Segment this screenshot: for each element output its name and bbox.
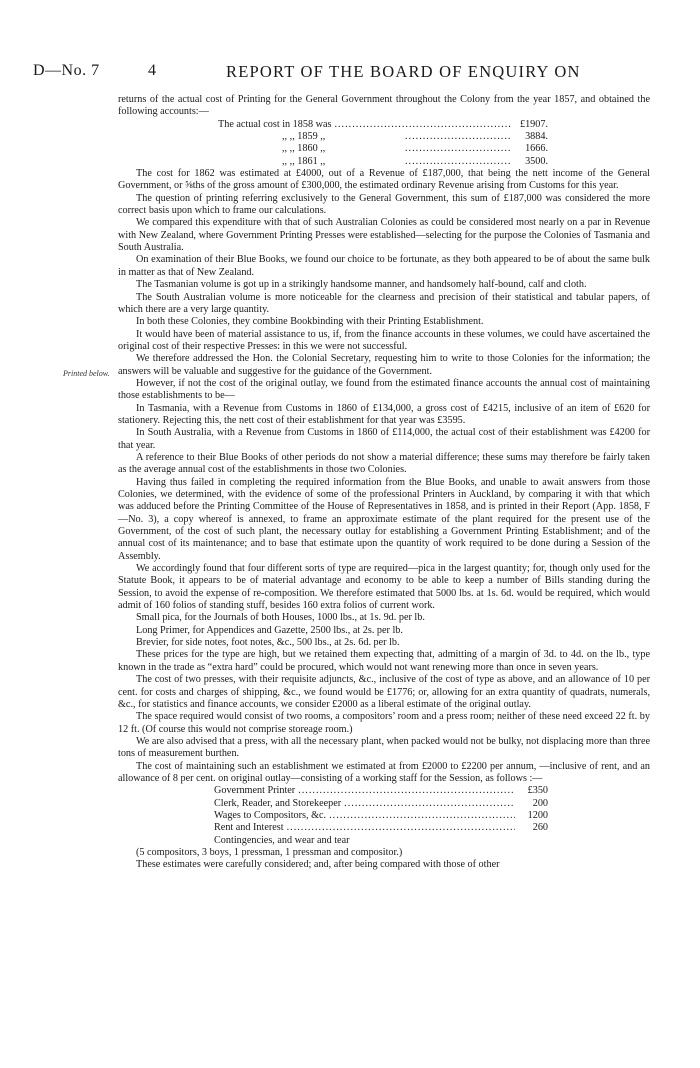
expense-row (214, 822, 548, 834)
paragraph: We compared this expenditure with that of such Australian Colonies as could be considered most nearly on a par in Revenue with New Zealand, where Government Printing Presses were established—selecting for the purpose the Colonies of Tasmania and South Australia. (118, 217, 650, 254)
report-body (118, 94, 650, 872)
paragraph: We accordingly found that four different sorts of type are required—pica in the largest quantity; for, though only used for the Statute Book, it appears to be of material advantage and economy to be able to keep a number of Bills standing during the Session, to avoid the expense of re-composition. We therefore estimated that 5000 lbs. at 1s. 6d. would be required, which would admit of 160 folios of standing stuff, besides 160 extra folios of current work. (118, 563, 650, 612)
cost-row (218, 143, 548, 155)
type-item: Brevier, for side notes, foot notes, &c., 500 lbs., at 2s. 6d. per lb. (136, 637, 400, 649)
leader-dots (344, 798, 515, 810)
cost-label: The actual cost in 1858 was (218, 118, 332, 130)
paragraph: It would have been of material assistance to us, if, from the finance accounts in these volumes, we could have ascertained the original cost of their respective Presses: in this we were not successful. (118, 328, 650, 352)
paragraph: In South Australia, with a Revenue from Customs in 1860 of £114,000, the actual cost of their establishment was £4200 for that year. (118, 427, 650, 451)
leader-dots (405, 156, 511, 168)
paragraph: The question of printing referring exclusively to the General Government, this sum of £187,000 was considered the more correct basis upon which to frame our calculations. (118, 192, 650, 217)
paragraph: The cost for 1862 was estimated at £4000, out of a Revenue of £187,000, that being the nett income of the General Government, or ⅝ths of the gross amount of £300,000, the estimated ordinary Revenue arising from Customs for this year. (118, 168, 650, 192)
expense-table (214, 785, 548, 847)
cost-row (218, 156, 548, 168)
paragraph: These prices for the type are high, but we retained them expecting that, admitting of a margin of 3d. to 4d. on the lb., type known in the trade as “extra hard” could be procured, which would not want renewing more than once in seven years. (118, 649, 650, 673)
staff-note: (5 compositors, 3 boys, 1 pressman, 1 pressman and compositor.) (136, 846, 403, 858)
expense-row (214, 798, 548, 810)
type-item: Small pica, for the Journals of both Houses, 1000 lbs., at 1s. 9d. per lb. (136, 612, 425, 624)
expense-amount: 260 (532, 822, 548, 834)
expense-amount: 200 (532, 797, 548, 809)
expense-label: Government Printer (214, 785, 296, 797)
paragraph: In both these Colonies, they combine Bookbinding with their Printing Establishment. (136, 316, 484, 328)
paragraph: The Tasmanian volume is got up in a strikingly handsome manner, and handsomely half-bound, calf and cloth. (136, 279, 587, 291)
leader-dots (287, 822, 515, 834)
paragraph: On examination of their Blue Books, we found our choice to be fortunate, as they both appeared to be of about the same bulk in matter as that of New Zealand. (118, 254, 650, 278)
page-number: 4 (148, 62, 156, 79)
paragraph: In Tasmania, with a Revenue from Customs in 1860 of £134,000, a gross cost of £4215, inclusive of an item of £620 for stationery. Rejecting this, the nett cost of their establishment for that year was £3595. (118, 402, 650, 426)
leader-dots (334, 119, 511, 131)
paragraph: We therefore addressed the Hon. the Colonial Secretary, requesting him to write to those Colonies for the information; the answers will be valuable and suggestive for the guidance of the Government. (118, 353, 650, 377)
cost-label: ,, ,, 1860 ,, (282, 143, 326, 155)
expense-amount: £350 (527, 785, 548, 797)
expense-label: Wages to Compositors, &c. (214, 809, 327, 821)
paragraph: We are also advised that a press, with all the necessary plant, when packed would not be bulky, not displacing more than three tons of measurement burthen. (118, 735, 650, 760)
paragraph: The South Australian volume is more noticeable for the clearness and precision of their statistical and tabular papers, of which there are a very large quantity. (118, 291, 650, 315)
document-reference: D—No. 7 (33, 62, 100, 79)
paragraph: The cost of maintaining such an establishment we estimated at from £2000 to £2200 per annum, —inclusive of rent, and an allowance of 8 per cent. on original outlay—consisting of a working staff for the Session, as follows :— (118, 760, 650, 784)
cost-row (218, 119, 548, 131)
intro-paragraph: returns of the actual cost of Printing for the General Government throughout the Colony from the year 1857, and obtained the following accounts:— (118, 94, 650, 118)
leader-dots (298, 785, 515, 797)
expense-label: Clerk, Reader, and Storekeeper (214, 797, 342, 809)
cost-amount: 1666. (525, 143, 548, 155)
paragraph: The cost of two presses, with their requisite adjuncts, &c., inclusive of the cost of type as above, and an allowance of 10 per cent. for costs and charges of shipping, &c., we found would be £1776; or, allowing for an extra quantity of quadrats, numerals, &c., for statistics and finance accounts, we consider £2000 as a liberal estimate of the original outlay. (118, 674, 650, 710)
leader-dots (405, 143, 511, 155)
cost-amount: 3500. (525, 155, 548, 167)
cost-label: ,, ,, 1861 ,, (282, 155, 326, 167)
cost-amount: 3884. (525, 131, 548, 143)
type-item: Long Primer, for Appendices and Gazette, 2500 lbs., at 2s. per lb. (136, 624, 403, 636)
cost-amount: £1907. (519, 118, 548, 130)
paragraph: A reference to their Blue Books of other periods do not show a material difference; these sums may therefore be fairly taken as the average annual cost of the establishments in those two Colonies. (118, 451, 650, 476)
paragraph: The space required would consist of two rooms, a compositors’ room and a press room; neither of these need exceed 22 ft. by 12 ft. (Of course this would not comprise storeage room.) (118, 711, 650, 735)
margin-note: Printed below. (63, 369, 110, 378)
expense-row (214, 810, 548, 822)
cost-row (218, 131, 548, 143)
expense-label: Rent and Interest (214, 822, 284, 834)
closing-line: These estimates were carefully considered; and, after being compared with those of other (136, 859, 500, 871)
expense-amount: 1200 (527, 809, 548, 821)
paragraph: However, if not the cost of the original outlay, we found from the estimated finance accounts the annual cost of maintaining those establishments to be— (118, 377, 650, 402)
expense-row (214, 835, 548, 847)
leader-dots (405, 131, 511, 143)
cost-table (218, 119, 548, 168)
cost-label: ,, ,, 1859 ,, (282, 131, 326, 143)
expense-row (214, 785, 548, 797)
running-title: REPORT OF THE BOARD OF ENQUIRY ON (226, 62, 581, 81)
leader-dots (329, 810, 515, 822)
page-header (0, 62, 700, 84)
paragraph: Having thus failed in completing the required information from the Blue Books, and unable to await answers from those Colonies, we determined, with the evidence of some of the professional Printers in Auckland, by comparing it with that which was adduced before the Printing Committee of the House of Representatives in 1858, and is printed in their Report (App. 1858, F—No. 3), a copy whereof is annexed, to frame an approximate estimate of the plant required for the present use of the Government, of the cost of such plant, the necessary outlay for establishing a Government Printing Establishment; and of the annual cost of its maintenance; and to base that estimate upon the quantity of work required to be done during a Session of the Assembly. (118, 476, 650, 562)
contingencies-label: Contingencies, and wear and tear (214, 834, 350, 846)
